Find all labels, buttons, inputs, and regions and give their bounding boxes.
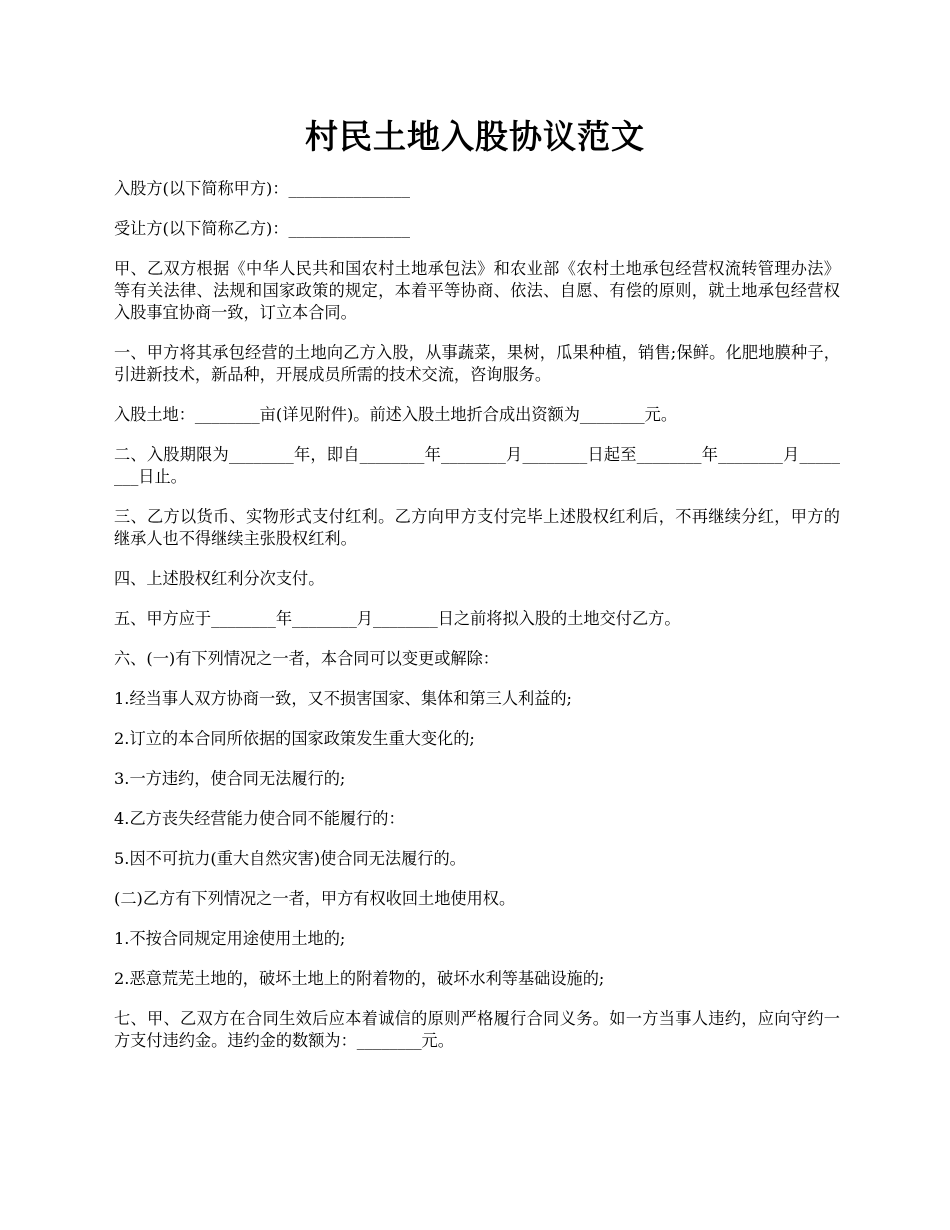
list-item: 2.恶意荒芜土地的，破坏土地上的附着物的，破坏水利等基础设施的;	[114, 969, 605, 988]
clause-2-paragraph: 二、入股期限为________年，即自________年________月________日起至________年________月________日止。	[114, 445, 840, 486]
list-item: 1.经当事人双方协商一致，又不损害国家、集体和第三人利益的;	[114, 689, 572, 708]
clause-7-paragraph: 七、甲、乙双方在合同生效后应本着诚信的原则严格履行合同义务。如一方当事人违约，应向守约一方支付违约金。违约金的数额为：________元。	[114, 1009, 840, 1050]
clause-6-paragraph: 六、(一)有下列情况之一者，本合同可以变更或解除：	[114, 649, 499, 668]
list-item: 2.订立的本合同所依据的国家政策发生重大变化的;	[114, 729, 475, 748]
list-item: 1.不按合同规定用途使用土地的;	[114, 929, 346, 948]
list-item: 4.乙方丧失经营能力使合同不能履行的：	[114, 809, 405, 828]
preamble-paragraph: 甲、乙双方根据《中华人民共和国农村土地承包法》和农业部《农村土地承包经营权流转管理办法》等有关法律、法规和国家政策的规定，本着平等协商、依法、自愿、有偿的原则，就土地承包经营权入股事宜协商一致，订立本合同。	[114, 259, 840, 322]
party-a-line: 入股方(以下简称甲方)：_______________	[114, 179, 410, 198]
document-body	[114, 178, 840, 1070]
clause-1-paragraph: 一、甲方将其承包经营的土地向乙方入股，从事蔬菜，果树，瓜果种植，销售;保鲜。化肥地膜种子，引进新技术，新品种，开展成员所需的技术交流，咨询服务。	[114, 343, 840, 384]
clause-4-paragraph: 四、上述股权红利分次支付。	[114, 569, 325, 588]
list-item: 3.一方违约，使合同无法履行的;	[114, 769, 346, 788]
clause-6-sub-2-paragraph: (二)乙方有下列情况之一者，甲方有权收回土地使用权。	[114, 889, 516, 908]
land-share-paragraph: 入股土地：________亩(详见附件)。前述入股土地折合成出资额为________元。	[114, 405, 678, 424]
list-item: 5.因不可抗力(重大自然灾害)使合同无法履行的。	[114, 849, 466, 868]
document-title: 村民土地入股协议范文	[305, 117, 645, 156]
clause-5-paragraph: 五、甲方应于________年________月________日之前将拟入股的土地交付乙方。	[114, 609, 681, 628]
clause-3-paragraph: 三、乙方以货币、实物形式支付红利。乙方向甲方支付完毕上述股权红利后，不再继续分红，甲方的继承人也不得继续主张股权红利。	[114, 507, 840, 548]
party-b-line: 受让方(以下简称乙方)：_______________	[114, 219, 410, 238]
